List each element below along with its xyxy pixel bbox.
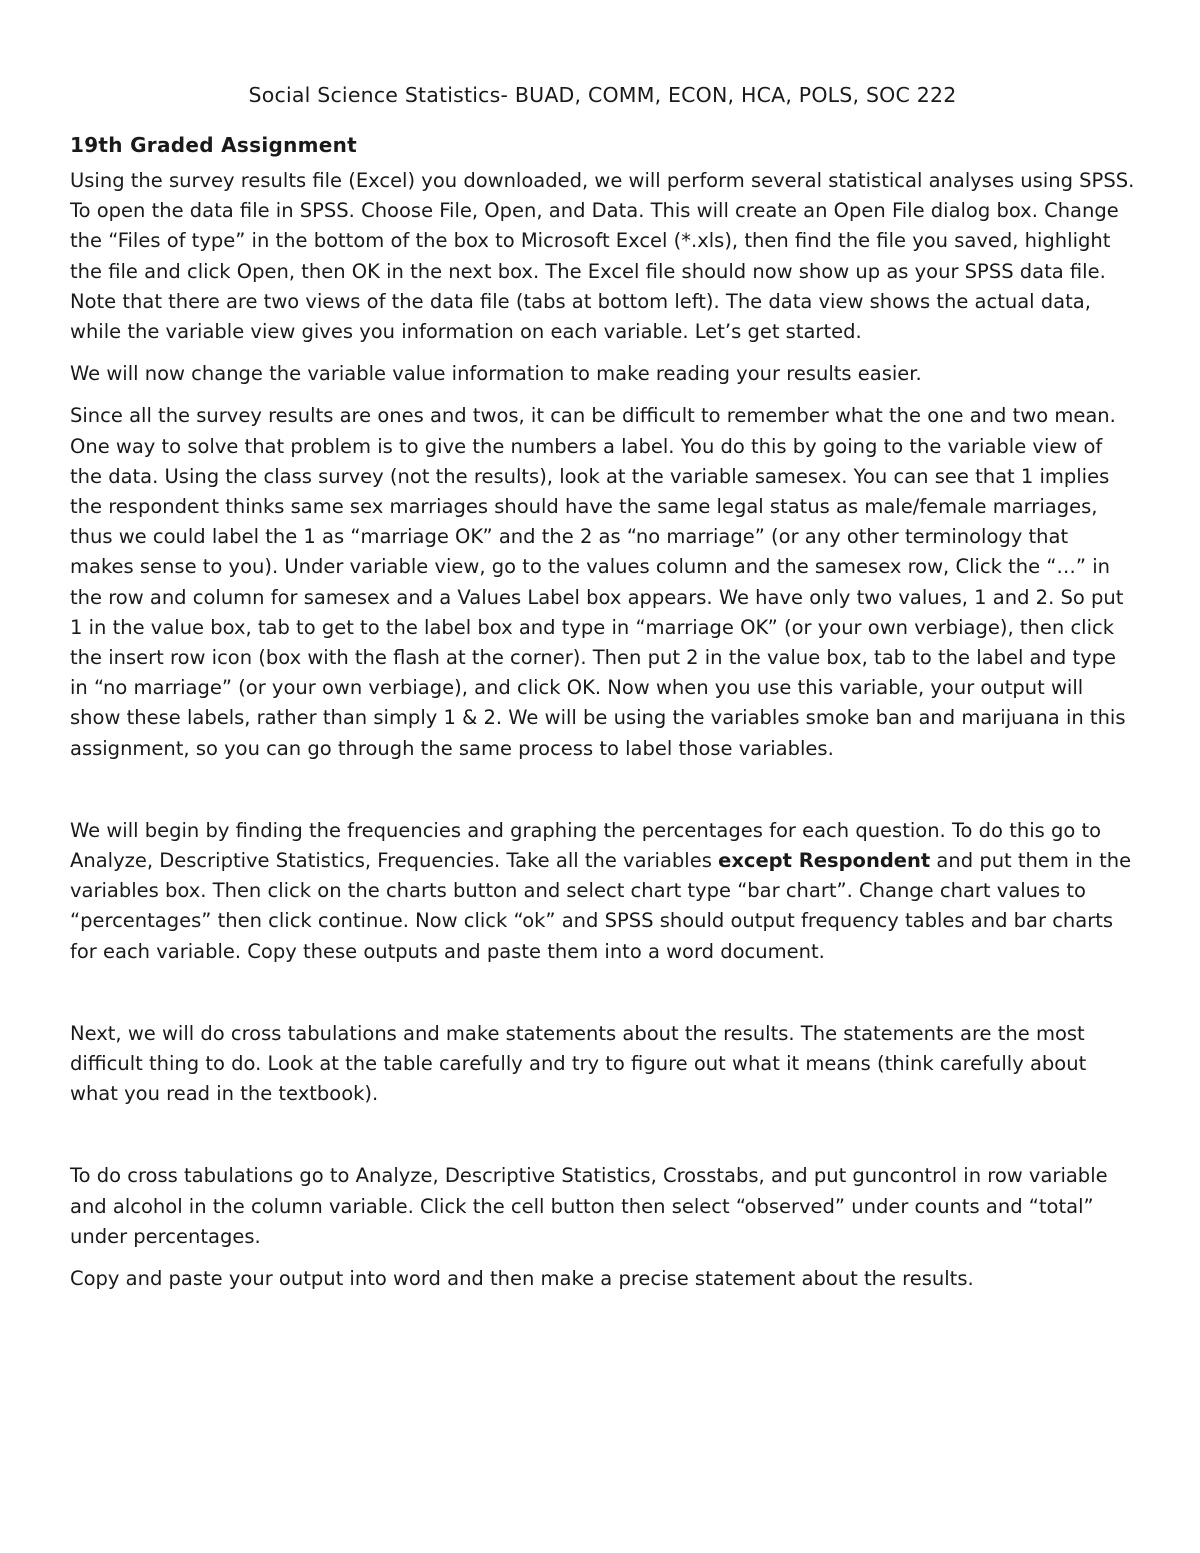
paragraph-intro: Using the survey results file (Excel) you downloaded, we will perform several statistical analyses using SPSS. To open the data file in SPSS. Choose File, Open, and Data. This will create an Open File dialog box. Change the “Files of type” in the bottom of the box to Microsoft Excel (*.xls), then find the file you saved, highlight the file and click Open, then OK in the next box. The Excel file should now show up as your SPSS data file. Note that there are two views of the data file (tabs at bottom left). The data view shows the actual data, while the variable view gives you information on each variable. Let’s get started. — [70, 169, 1135, 344]
paragraph-frequencies-bold: except Respondent — [718, 849, 931, 873]
paragraph-copy-output: Copy and paste your output into word and then make a precise statement about the results. — [70, 1267, 974, 1291]
paragraph-labels: Since all the survey results are ones and twos, it can be difficult to remember what the one and two mean. One way to solve that problem is to give the numbers a label. You do this by going to the variable view of the data. Using the class survey (not the results), look at the variable samesex. You can see that 1 implies the respondent thinks same sex marriages should have the same legal status as male/female marriages, thus we could label the 1 as “marriage OK” and the 2 as “no marriage” (or any other terminology that makes sense to you). Under variable view, go to the values column and the samesex row, Click the “…” in the row and column for samesex and a Values Label box appears. We have only two values, 1 and 2. So put 1 in the value box, tab to get to the label box and type in “marriage OK” (or your own verbiage), then click the insert row icon (box with the flash at the corner). Then put 2 in the value box, tab to the label and type in “no marriage” (or your own verbiage), and click OK. Now when you use this variable, your output will show these labels, rather than simply 1 & 2. We will be using the variables smoke ban and marijuana in this assignment, so you can go through the same process to label those variables. — [70, 404, 1126, 760]
document-page — [70, 80, 1135, 1294]
paragraph-crosstabs-intro: Next, we will do cross tabulations and make statements about the results. The statements are the most difficult thing to do. Look at the table carefully and try to figure out what it means (think carefully about what you read in the textbook). — [70, 1021, 1087, 1106]
paragraph-frequencies — [70, 816, 1135, 967]
document-title: Social Science Statistics- BUAD, COMM, ECON, HCA, POLS, SOC 222 — [248, 83, 957, 107]
paragraph-variable-values: We will now change the variable value information to make reading your results easier. — [70, 362, 922, 386]
paragraph-crosstabs-steps: To do cross tabulations go to Analyze, Descriptive Statistics, Crosstabs, and put guncontrol in row variable and alcohol in the column variable. Click the cell button then select “observed” under counts and “total” under percentages. — [70, 1164, 1108, 1248]
paragraph-frequencies-part1: We will begin by finding the frequencies and graphing the percentages for each question. To do this go to Analyze, Descriptive Statistics, Frequencies. Take all the variables — [70, 818, 1102, 873]
assignment-heading: 19th Graded Assignment — [70, 133, 358, 157]
paragraph-frequencies-part2: and put them in the variables box. Then click on the charts button and select chart type “bar chart”. Change chart values to “percentages” then click continue. Now click “ok” and SPSS should output frequency tables and bar charts for each variable. Copy these outputs and paste them into a word document. — [70, 849, 1132, 963]
